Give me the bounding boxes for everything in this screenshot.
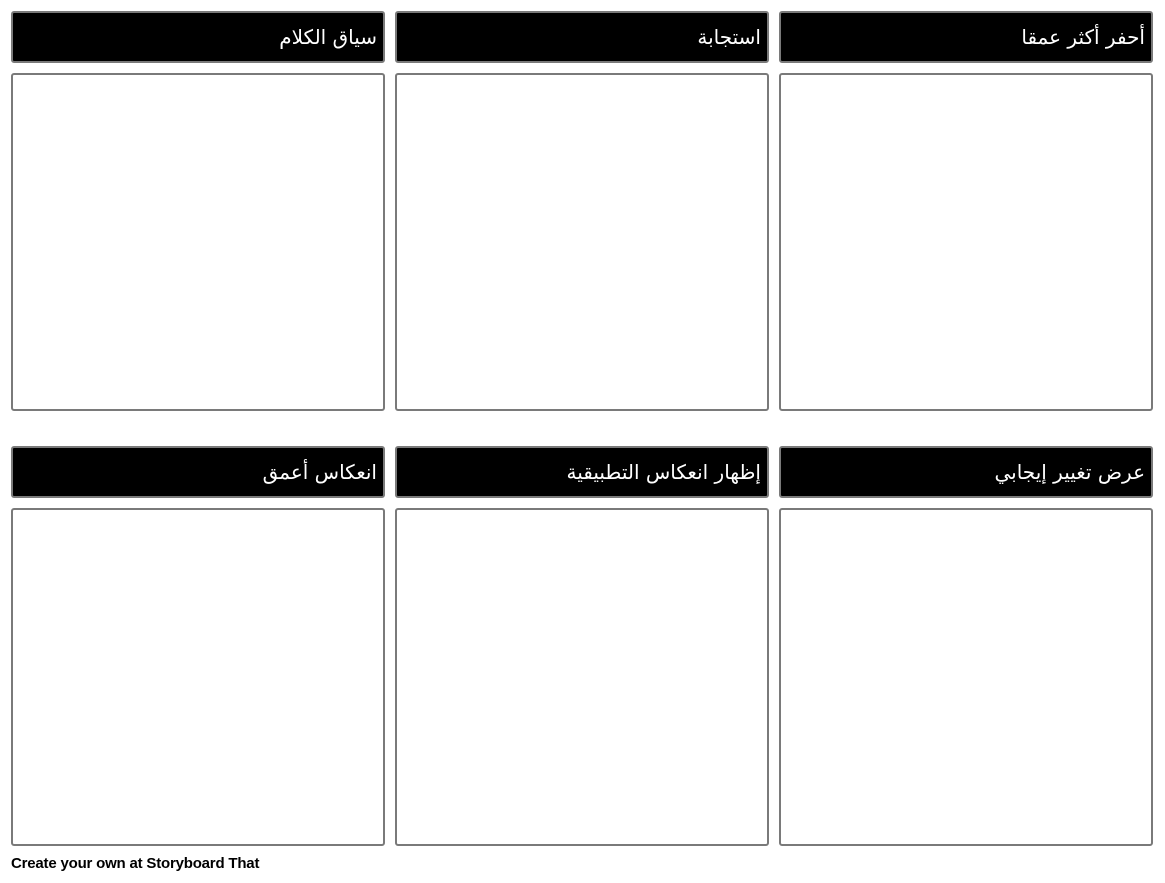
cell-panel[interactable] <box>395 508 769 846</box>
cell-panel[interactable] <box>779 508 1153 846</box>
cell-title: سياق الكلام <box>11 11 385 63</box>
cell-panel[interactable] <box>779 73 1153 411</box>
cell-panel[interactable] <box>11 73 385 411</box>
cell-title: انعكاس أعمق <box>11 446 385 498</box>
footer-credit-link[interactable]: Create your own at Storyboard That <box>11 855 260 872</box>
cell-panel[interactable] <box>395 73 769 411</box>
cell-panel[interactable] <box>11 508 385 846</box>
cell-title: أحفر أكثر عمقا <box>779 11 1153 63</box>
cell-title: عرض تغيير إيجابي <box>779 446 1153 498</box>
cell-title: استجابة <box>395 11 769 63</box>
cell-title: إظهار انعكاس التطبيقية <box>395 446 769 498</box>
